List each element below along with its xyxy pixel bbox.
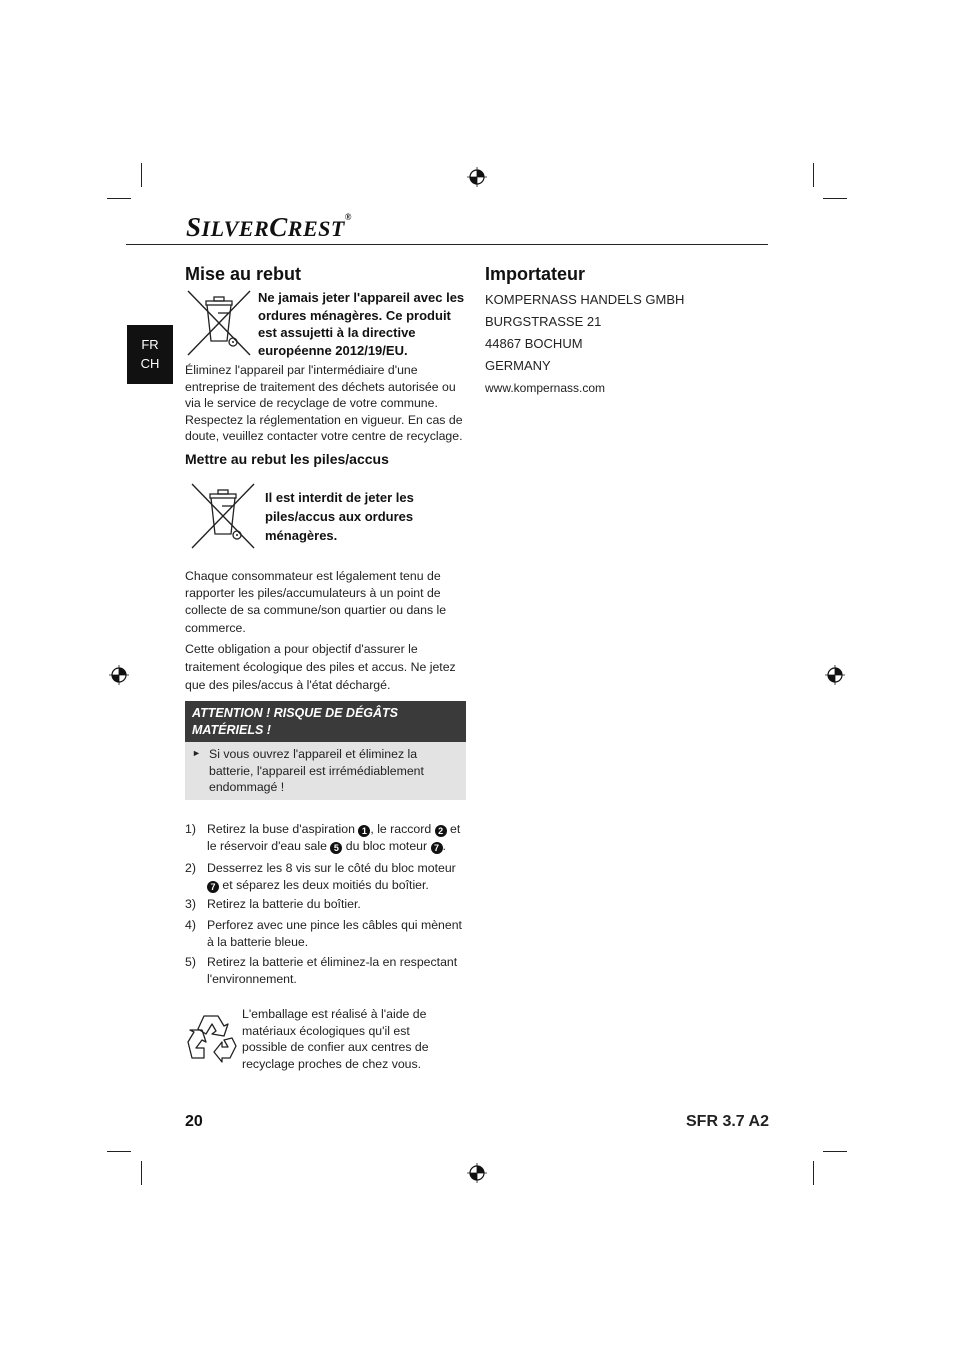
crop-mark — [107, 1151, 131, 1152]
step-number: 2) — [185, 861, 196, 875]
language-code: FR — [141, 337, 159, 352]
battery-paragraph: Chaque consommateur est légalement tenu de rapporter les piles/accumulateurs à un point de collecte de sa commune/son quartier ou dans le commerce. — [185, 569, 447, 635]
step-number: 4) — [185, 918, 196, 932]
crop-mark — [823, 198, 847, 199]
step-text: Retirez la batterie et éliminez-la en respectant l'environnement. — [207, 955, 458, 986]
city: 44867 BOCHUM — [485, 336, 583, 351]
part-number-badge: 1 — [358, 825, 370, 837]
disposal-text: Éliminez l'appareil par l'intermédiaire d'une entreprise de traitement des déchets autorisée ou via le service de recyclage de votre commune. Respectez la réglementation en vigueur. En cas de doute, veuillez contacter votre centre de recyclage. — [185, 363, 463, 444]
part-number-badge: 7 — [207, 881, 219, 893]
importer-address — [485, 289, 684, 399]
registration-mark-icon — [825, 665, 845, 685]
disposal-notice: Ne jamais jeter l'appareil avec les ordures ménagères. Ce produit est assujetti à la directive européenne 2012/19/EU. — [258, 290, 465, 358]
country: GERMANY — [485, 358, 551, 373]
warning-box — [185, 742, 466, 800]
part-number-badge: 7 — [431, 842, 443, 854]
crossed-bin-icon — [184, 289, 254, 357]
website-link[interactable]: www.kompernass.com — [485, 381, 606, 395]
header-divider — [126, 244, 768, 245]
crop-mark — [107, 198, 131, 199]
step-text: Perforez avec une pince les câbles qui mènent à la batterie bleue. — [207, 918, 462, 949]
registration-mark-icon — [109, 665, 129, 685]
crop-mark — [141, 163, 142, 187]
step-text: Desserrez les 8 vis sur le côté du bloc moteur 7 et séparez les deux moitiés du boîtier. — [207, 861, 456, 892]
registration-mark-icon — [467, 167, 487, 187]
battery-subtitle: Mettre au rebut les piles/accus — [185, 451, 389, 467]
step-text: Retirez la batterie du boîtier. — [207, 897, 361, 911]
warning-header: ATTENTION ! RISQUE DE DÉGÂTS MATÉRIELS ! — [185, 701, 466, 742]
step-number: 1) — [185, 822, 196, 836]
crop-mark — [813, 1161, 814, 1185]
step-number: 5) — [185, 955, 196, 969]
page-number: 20 — [185, 1113, 203, 1130]
part-number-badge: 2 — [435, 825, 447, 837]
crop-mark — [813, 163, 814, 187]
brand-logo: SILVERCREST® — [186, 212, 353, 242]
warning-text: Si vous ouvrez l'appareil et éliminez la batterie, l'appareil est irrémédiablement endommagé ! — [209, 747, 424, 795]
model-number: SFR 3.7 A2 — [686, 1113, 769, 1130]
crop-mark — [141, 1161, 142, 1185]
section-title-importer: Importateur — [485, 264, 586, 284]
crop-mark — [823, 1151, 847, 1152]
crossed-bin-icon — [188, 482, 258, 550]
battery-paragraph: Cette obligation a pour objectif d'assurer le traitement écologique des piles et accus. Ne jetez que des piles/accus à l'état déchargé. — [185, 642, 456, 692]
street-address: BURGSTRASSE 21 — [485, 314, 602, 329]
section-title-disposal: Mise au rebut — [185, 264, 302, 284]
country-code: CH — [140, 356, 160, 371]
registration-mark-icon — [467, 1163, 487, 1183]
step-text: Retirez la buse d'aspiration 1 , le raccord 2 et le réservoir d'eau sale 5 du bloc moteur 7 . — [207, 822, 461, 853]
company-name: KOMPERNASS HANDELS GMBH — [485, 292, 685, 307]
arrow-right-icon: ► — [192, 748, 201, 758]
packaging-text: L'emballage est réalisé à l'aide de matériaux écologiques qu'il est possible de confier aux centres de recyclage proches de chez vous. — [242, 1007, 429, 1071]
part-number-badge: 5 — [330, 842, 342, 854]
step-number: 3) — [185, 897, 196, 911]
recycle-icon — [184, 1012, 238, 1064]
language-tab — [127, 325, 173, 384]
battery-notice: Il est interdit de jeter les piles/accus aux ordures ménagères. — [265, 490, 414, 543]
